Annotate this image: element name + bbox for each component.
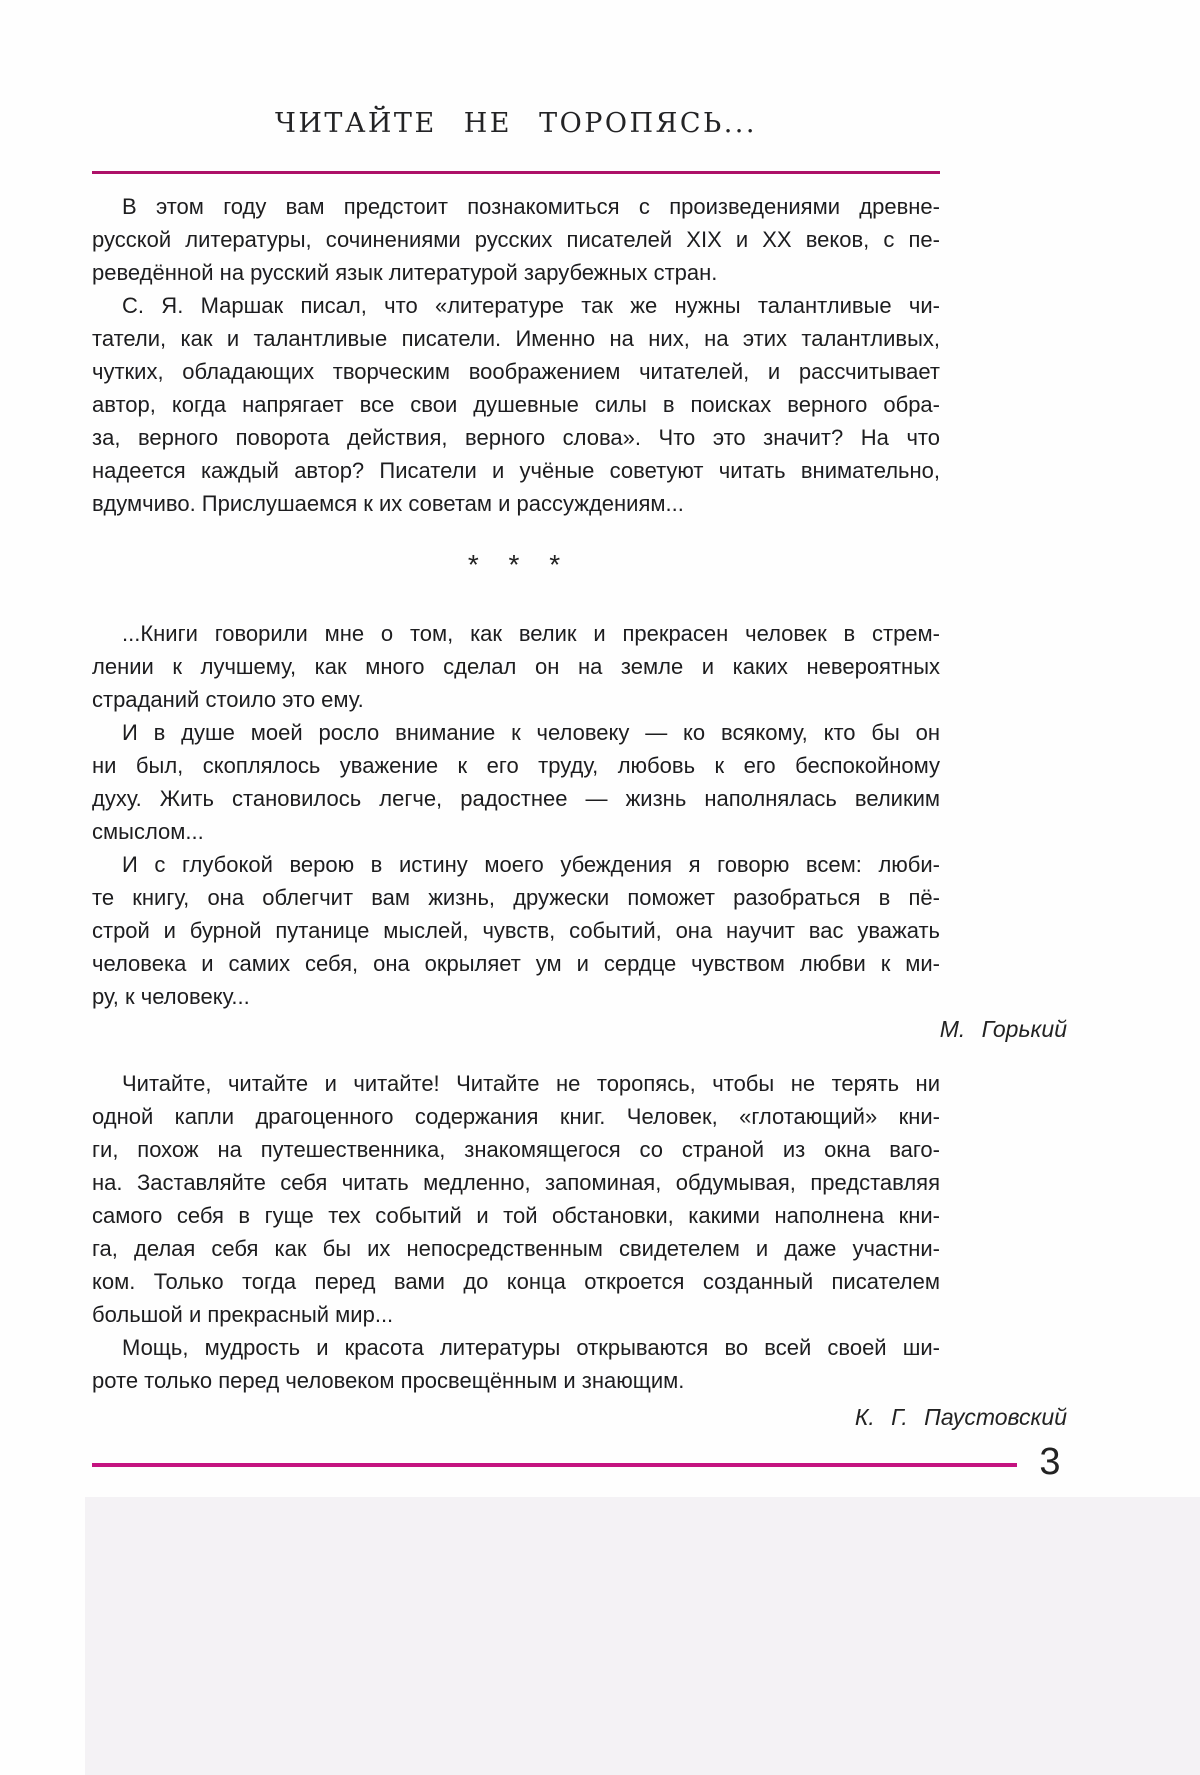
text-line: реведённой на русский язык литературой зарубежных стран. bbox=[92, 260, 718, 285]
text-line: те книгу, она облегчит вам жизнь, дружески поможет разобраться в пё- bbox=[92, 885, 940, 910]
text-line: И в душе моей росло внимание к человеку — ко всякому, кто бы он bbox=[122, 720, 940, 745]
text-line: духу. Жить становилось легче, радостнее — жизнь наполнялась великим bbox=[92, 786, 940, 811]
text-line: человека и самих себя, она окрыляет ум и сердце чувством любви к ми- bbox=[92, 951, 940, 976]
title-rule bbox=[92, 171, 940, 174]
scan-edge-shade bbox=[85, 1497, 1200, 1775]
gorky-quote-paragraphs bbox=[92, 617, 940, 1013]
paragraph bbox=[92, 190, 940, 289]
footer-rule bbox=[92, 1463, 1017, 1467]
text-line: татели, как и талантливые писатели. Именно на них, на этих талантливых, bbox=[92, 326, 940, 351]
page-number: 3 bbox=[1039, 1441, 1061, 1483]
text-line: одной капли драгоценного содержания книг. Человек, «глотающий» кни- bbox=[92, 1104, 940, 1129]
text-column bbox=[92, 190, 1067, 1433]
paragraph bbox=[92, 1067, 940, 1331]
page-title: ЧИТАЙТЕ НЕ ТОРОПЯСЬ... bbox=[275, 108, 757, 139]
text-line: чутких, обладающих творческим воображением читателей, и рассчитывает bbox=[92, 359, 940, 384]
text-line: С. Я. Маршак писал, что «литературе так же нужны талантливые чи- bbox=[122, 293, 940, 318]
text-line: большой и прекрасный мир... bbox=[92, 1302, 394, 1327]
paustovsky-attribution: К. Г. Паустовский bbox=[854, 1404, 1067, 1430]
text-line: ком. Только тогда перед вами до конца откроется созданный писателем bbox=[92, 1269, 940, 1294]
gorky-attribution: М. Горький bbox=[939, 1016, 1067, 1042]
paustovsky-quote-paragraphs bbox=[92, 1067, 940, 1397]
asterisk-separator: * * * bbox=[467, 549, 565, 580]
text-line: строй и бурной путанице мыслей, чувств, событий, она научит вас уважать bbox=[92, 918, 940, 943]
text-line: ги, похож на путешественника, знакомящегося со страной из окна ваго- bbox=[92, 1137, 940, 1162]
paragraph bbox=[92, 289, 940, 520]
text-line: лении к лучшему, как много сделал он на земле и каких невероятных bbox=[92, 654, 940, 679]
text-line: за, верного поворота действия, верного слова». Что это значит? На что bbox=[92, 425, 940, 450]
text-line: роте только перед человеком просвещённым и знающим. bbox=[92, 1368, 685, 1393]
intro-paragraphs bbox=[92, 190, 940, 520]
text-line: на. Заставляйте себя читать медленно, запоминая, обдумывая, представляя bbox=[92, 1170, 940, 1195]
text-line: страданий стоило это ему. bbox=[92, 687, 364, 712]
paragraph bbox=[92, 848, 940, 1013]
text-line: русской литературы, сочинениями русских писателей XIX и XX веков, с пе- bbox=[92, 227, 940, 252]
text-line: автор, когда напрягает все свои душевные силы в поисках верного обра- bbox=[92, 392, 940, 417]
text-line: Читайте, читайте и читайте! Читайте не торопясь, чтобы не терять ни bbox=[122, 1071, 940, 1096]
text-line: И с глубокой верою в истину моего убеждения я говорю всем: люби- bbox=[122, 852, 940, 877]
text-line: смыслом... bbox=[92, 819, 204, 844]
text-line: ру, к человеку... bbox=[92, 984, 250, 1009]
paragraph bbox=[92, 617, 940, 716]
text-line: ни был, скоплялось уважение к его труду, любовь к его беспокойному bbox=[92, 753, 940, 778]
text-line: Мощь, мудрость и красота литературы открываются во всей своей ши- bbox=[122, 1335, 940, 1360]
text-line: надеется каждый автор? Писатели и учёные советуют читать внимательно, bbox=[92, 458, 940, 483]
text-line: ...Книги говорили мне о том, как велик и прекрасен человек в стрем- bbox=[122, 621, 940, 646]
text-line: га, делая себя как бы их непосредственным свидетелем и даже участни- bbox=[92, 1236, 940, 1261]
text-line: вдумчиво. Прислушаемся к их советам и рассуждениям... bbox=[92, 491, 684, 516]
paragraph bbox=[92, 1331, 940, 1397]
text-line: самого себя в гуще тех событий и той обстановки, какими наполнена кни- bbox=[92, 1203, 940, 1228]
text-line: В этом году вам предстоит познакомиться с произведениями древне- bbox=[122, 194, 940, 219]
paragraph bbox=[92, 716, 940, 848]
